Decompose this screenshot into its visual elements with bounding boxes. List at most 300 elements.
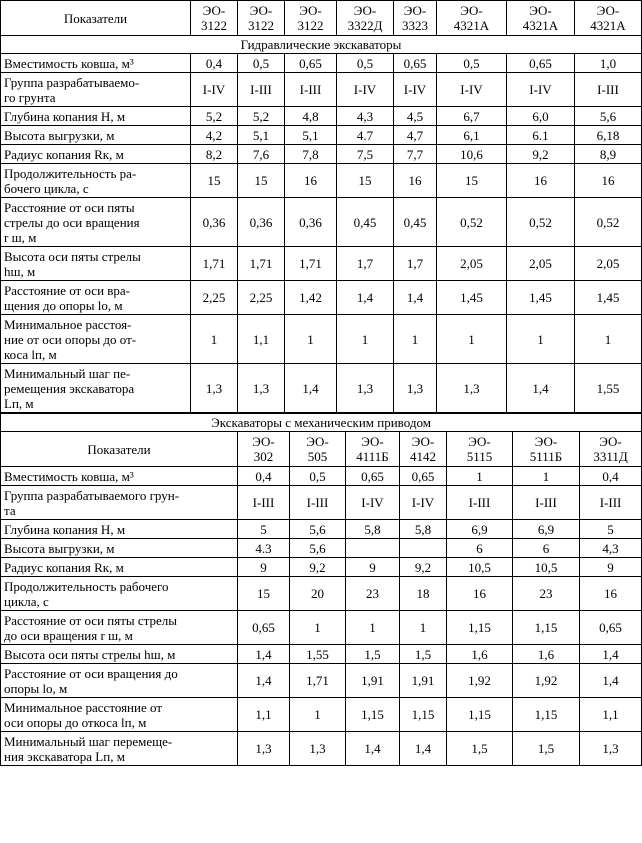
value-cell: 1,71 — [238, 247, 285, 281]
cell-text-line: Группа разрабатываемо- — [4, 74, 140, 90]
value-cell: 0,5 — [290, 467, 346, 486]
value-cell: 1,71 — [191, 247, 238, 281]
value-cell: 1,6 — [513, 645, 580, 664]
cell-text-line: 5111Б — [529, 449, 563, 464]
value-cell: 15 — [238, 164, 285, 198]
value-cell: 6.1 — [507, 126, 575, 145]
value-cell: 0,52 — [575, 198, 642, 247]
row-label-cell — [1, 467, 238, 486]
cell-text-line: ЭО- — [249, 3, 273, 18]
value-cell: 5,2 — [191, 107, 238, 126]
row-label-cell — [1, 198, 191, 247]
value-cell: 16 — [447, 577, 513, 611]
cell-text-line: ЭО- — [460, 3, 483, 18]
value-cell: 15 — [238, 577, 290, 611]
value-cell: 4,3 — [337, 107, 394, 126]
value-cell: 5,6 — [290, 539, 346, 558]
value-cell: 1,4 — [400, 732, 447, 766]
value-cell: 4.7 — [337, 126, 394, 145]
value-cell: 16 — [580, 577, 642, 611]
value-cell: 5 — [580, 520, 642, 539]
cell-text-line: Минимальное расстояние от — [4, 699, 162, 715]
row-label-cell — [1, 145, 191, 164]
header-row — [1, 432, 642, 467]
value-cell: 1,3 — [437, 364, 507, 413]
value-cell: 1,3 — [337, 364, 394, 413]
model-header-cell — [400, 432, 447, 467]
cell-text-line: Радиус копания Rк, м — [4, 146, 124, 162]
value-cell: 0,4 — [191, 54, 238, 73]
section-title-row — [1, 414, 642, 432]
table-row — [1, 315, 642, 364]
value-cell — [400, 539, 447, 558]
value-cell: 10,5 — [513, 558, 580, 577]
model-header-cell — [346, 432, 400, 467]
value-cell: I-III — [238, 73, 285, 107]
cell-text-line: 3322Д — [347, 18, 383, 33]
value-cell: 1 — [337, 315, 394, 364]
value-cell: 5,2 — [238, 107, 285, 126]
cell-text-line: Lп, м — [4, 395, 34, 411]
value-cell: 0,65 — [580, 611, 642, 645]
model-header-cell — [437, 1, 507, 36]
value-cell: 1,4 — [580, 645, 642, 664]
value-cell: 9 — [580, 558, 642, 577]
value-cell: 1 — [447, 467, 513, 486]
cell-text-line: Расстояние от оси вращения до — [4, 665, 178, 681]
row-label-cell — [1, 520, 238, 539]
cell-text-line: щения до опоры lо, м — [4, 297, 123, 313]
cell-text-line: Расстояние от оси пяты стрелы — [4, 612, 177, 628]
table-row — [1, 126, 642, 145]
section-title-row — [1, 36, 642, 54]
value-cell: 6,1 — [437, 126, 507, 145]
header-label-cell: Показатели — [1, 1, 191, 36]
cell-text-line: ние от оси опоры до от- — [4, 331, 137, 347]
cell-text-line: го грунта — [4, 89, 56, 105]
row-label-cell — [1, 732, 238, 766]
model-header-cell — [447, 432, 513, 467]
cell-text-line: 3323 — [402, 18, 428, 33]
value-cell: 0,65 — [507, 54, 575, 73]
row-label-cell — [1, 247, 191, 281]
cell-text-line: ЭО- — [529, 3, 552, 18]
value-cell: I-IV — [394, 73, 437, 107]
value-cell: 4,7 — [394, 126, 437, 145]
value-cell: 1,3 — [191, 364, 238, 413]
table-row — [1, 54, 642, 73]
cell-text-line: Расстояние от оси вра- — [4, 282, 131, 298]
value-cell: 1,15 — [447, 611, 513, 645]
model-header-cell — [191, 1, 238, 36]
table-row — [1, 145, 642, 164]
value-cell: 0,4 — [238, 467, 290, 486]
value-cell: 1,15 — [400, 698, 447, 732]
value-cell: 1 — [191, 315, 238, 364]
cell-text-line: Глубина копания H, м — [4, 521, 126, 537]
value-cell: 0,5 — [437, 54, 507, 73]
value-cell: I-III — [575, 73, 642, 107]
cell-text-line: 5115 — [466, 449, 493, 464]
mechanical-table — [0, 413, 642, 766]
cell-text-line: ния экскаватора Lп, м — [4, 748, 125, 764]
value-cell: 1,4 — [507, 364, 575, 413]
value-cell: 1 — [285, 315, 337, 364]
value-cell: 1 — [513, 467, 580, 486]
value-cell: 2,05 — [437, 247, 507, 281]
value-cell: 0,45 — [337, 198, 394, 247]
cell-text-line: цикла, с — [4, 593, 49, 609]
value-cell: I-III — [513, 486, 580, 520]
cell-text-line: ЭО- — [599, 434, 622, 449]
row-label-cell — [1, 364, 191, 413]
value-cell: 1,42 — [285, 281, 337, 315]
value-cell: 6,7 — [437, 107, 507, 126]
value-cell: 5,6 — [290, 520, 346, 539]
value-cell: 6,9 — [447, 520, 513, 539]
value-cell: 1 — [400, 611, 447, 645]
value-cell: 1,71 — [285, 247, 337, 281]
value-cell: 1,5 — [346, 645, 400, 664]
value-cell: 23 — [513, 577, 580, 611]
value-cell: 7,5 — [337, 145, 394, 164]
value-cell: I-IV — [337, 73, 394, 107]
value-cell: 1,45 — [575, 281, 642, 315]
value-cell: 1,1 — [238, 315, 285, 364]
value-cell: 9 — [238, 558, 290, 577]
section-title: Экскаваторы с механическим приводом — [1, 414, 642, 432]
cell-text-line: 505 — [307, 449, 328, 464]
value-cell: 1,3 — [238, 732, 290, 766]
table-row — [1, 247, 642, 281]
cell-text-line: 3311Д — [593, 449, 628, 464]
cell-text-line: ЭО- — [299, 3, 322, 18]
row-label-cell — [1, 126, 191, 145]
value-cell: 1 — [575, 315, 642, 364]
table-row — [1, 558, 642, 577]
cell-text-line: ЭО- — [306, 434, 329, 449]
cell-text-line: Вместимость ковша, м³ — [4, 55, 134, 71]
value-cell: 10,6 — [437, 145, 507, 164]
cell-text-line: бочего цикла, с — [4, 180, 89, 196]
cell-text-line: hш, м — [4, 263, 36, 279]
cell-text-line: опоры lо, м — [4, 680, 68, 696]
table-row — [1, 107, 642, 126]
value-cell: 1,4 — [580, 664, 642, 698]
value-cell: 9,2 — [507, 145, 575, 164]
value-cell: 8,9 — [575, 145, 642, 164]
model-header-cell — [285, 1, 337, 36]
value-cell: 1,4 — [238, 664, 290, 698]
model-header-cell — [290, 432, 346, 467]
value-cell: 0,65 — [285, 54, 337, 73]
value-cell: 0,65 — [394, 54, 437, 73]
table-row — [1, 645, 642, 664]
value-cell: 0,52 — [437, 198, 507, 247]
value-cell: 4,5 — [394, 107, 437, 126]
model-header-cell — [337, 1, 394, 36]
value-cell: 0,45 — [394, 198, 437, 247]
value-cell: 1,1 — [238, 698, 290, 732]
table-row — [1, 73, 642, 107]
value-cell: 1,4 — [285, 364, 337, 413]
value-cell: 4,2 — [191, 126, 238, 145]
value-cell: 8,2 — [191, 145, 238, 164]
value-cell: 1,15 — [513, 611, 580, 645]
value-cell: 1,71 — [290, 664, 346, 698]
value-cell: 1,7 — [394, 247, 437, 281]
table-row — [1, 364, 642, 413]
table-row — [1, 281, 642, 315]
value-cell: 4,8 — [285, 107, 337, 126]
row-label-cell — [1, 315, 191, 364]
cell-text-line: ЭО- — [252, 434, 275, 449]
cell-text-line: ЭО- — [534, 434, 558, 449]
row-label-cell — [1, 539, 238, 558]
value-cell: 9 — [346, 558, 400, 577]
table-row — [1, 732, 642, 766]
hydraulic-table — [0, 0, 642, 413]
value-cell: 1,55 — [575, 364, 642, 413]
row-label-cell — [1, 645, 238, 664]
table-row — [1, 539, 642, 558]
value-cell: 2,25 — [238, 281, 285, 315]
value-cell: 7,8 — [285, 145, 337, 164]
value-cell: 1 — [290, 611, 346, 645]
value-cell: 16 — [285, 164, 337, 198]
row-label-cell — [1, 486, 238, 520]
cell-text-line: Группа разрабатываемого грун- — [4, 487, 180, 503]
cell-text-line: стрелы до оси вращения — [4, 214, 140, 230]
cell-text-line: Минимальный шаг пе- — [4, 365, 131, 381]
value-cell: 4.3 — [238, 539, 290, 558]
cell-text-line: 3122 — [201, 18, 227, 33]
value-cell: 1,4 — [337, 281, 394, 315]
value-cell: 1,45 — [437, 281, 507, 315]
value-cell: 16 — [507, 164, 575, 198]
value-cell: 6,18 — [575, 126, 642, 145]
value-cell: 1,4 — [238, 645, 290, 664]
value-cell: 16 — [394, 164, 437, 198]
value-cell: 15 — [337, 164, 394, 198]
value-cell: 0,5 — [238, 54, 285, 73]
table-row — [1, 698, 642, 732]
cell-text-line: 4321А — [453, 18, 490, 33]
cell-text-line: Высота оси пяты стрелы hш, м — [4, 646, 176, 662]
table-row — [1, 486, 642, 520]
value-cell: 1,5 — [447, 732, 513, 766]
value-cell: 0,36 — [285, 198, 337, 247]
value-cell: I-IV — [346, 486, 400, 520]
cell-text-line: Минимальный шаг перемеще- — [4, 733, 173, 749]
value-cell: 7,7 — [394, 145, 437, 164]
value-cell: I-III — [238, 486, 290, 520]
model-header-cell — [507, 1, 575, 36]
value-cell: 1,3 — [290, 732, 346, 766]
cell-text-line: Глубина копания H, м — [4, 108, 126, 124]
value-cell: 2,05 — [507, 247, 575, 281]
value-cell: 5,8 — [400, 520, 447, 539]
model-header-cell — [238, 432, 290, 467]
value-cell: 6 — [447, 539, 513, 558]
value-cell: 5,1 — [285, 126, 337, 145]
value-cell: 1,45 — [507, 281, 575, 315]
value-cell: 2,05 — [575, 247, 642, 281]
section-title: Гидравлические экскаваторы — [1, 36, 642, 54]
model-header-cell — [394, 1, 437, 36]
value-cell: 5,1 — [238, 126, 285, 145]
model-header-cell — [513, 432, 580, 467]
cell-text-line: Высота выгрузки, м — [4, 540, 115, 556]
value-cell: 16 — [575, 164, 642, 198]
value-cell: 4,3 — [580, 539, 642, 558]
cell-text-line: ремещения экскаватора — [4, 380, 135, 396]
value-cell: I-III — [447, 486, 513, 520]
table-row — [1, 164, 642, 198]
value-cell: 1,5 — [513, 732, 580, 766]
value-cell: 10,5 — [447, 558, 513, 577]
value-cell: 1,55 — [290, 645, 346, 664]
value-cell: 1 — [346, 611, 400, 645]
cell-text-line: Высота оси пяты стрелы — [4, 248, 141, 264]
cell-text-line: ЭО- — [411, 434, 435, 449]
table-row — [1, 467, 642, 486]
row-label-cell — [1, 281, 191, 315]
value-cell: 0,4 — [580, 467, 642, 486]
value-cell: 6 — [513, 539, 580, 558]
table-row — [1, 520, 642, 539]
value-cell: 0,65 — [238, 611, 290, 645]
value-cell: 6,9 — [513, 520, 580, 539]
value-cell: 1,1 — [580, 698, 642, 732]
value-cell: 5,8 — [346, 520, 400, 539]
value-cell: 1 — [394, 315, 437, 364]
model-header-cell — [575, 1, 642, 36]
value-cell: 0,52 — [507, 198, 575, 247]
value-cell: I-III — [580, 486, 642, 520]
value-cell: 7,6 — [238, 145, 285, 164]
value-cell: 15 — [191, 164, 238, 198]
value-cell: 15 — [437, 164, 507, 198]
cell-text-line: Продолжительность ра- — [4, 165, 137, 181]
value-cell: 6,0 — [507, 107, 575, 126]
table-row — [1, 577, 642, 611]
cell-text-line: 4142 — [410, 449, 436, 464]
cell-text-line: ЭО- — [403, 3, 427, 18]
value-cell: 1 — [437, 315, 507, 364]
value-cell: I-III — [285, 73, 337, 107]
cell-text-line: Радиус копания Rк, м — [4, 559, 124, 575]
value-cell: 1,3 — [394, 364, 437, 413]
cell-text-line: 4111Б — [356, 449, 389, 464]
value-cell: 1,3 — [580, 732, 642, 766]
value-cell: 18 — [400, 577, 447, 611]
value-cell: 1,0 — [575, 54, 642, 73]
cell-text-line: до оси вращения r ш, м — [4, 627, 133, 643]
cell-text-line: 3122 — [248, 18, 274, 33]
cell-text-line: 3122 — [297, 18, 324, 33]
value-cell: 9,2 — [400, 558, 447, 577]
row-label-cell — [1, 664, 238, 698]
cell-text-line: ЭО- — [361, 434, 384, 449]
row-label-cell — [1, 558, 238, 577]
table-row — [1, 664, 642, 698]
value-cell: 1,4 — [394, 281, 437, 315]
value-cell: 1 — [290, 698, 346, 732]
value-cell: 1,92 — [513, 664, 580, 698]
model-header-cell — [580, 432, 642, 467]
value-cell: 1,92 — [447, 664, 513, 698]
cell-text-line: оси опоры до откоса lп, м — [4, 714, 147, 730]
cell-text-line: 302 — [253, 449, 274, 464]
cell-text-line: Расстояние от оси пяты — [4, 199, 135, 215]
value-cell: 0,65 — [346, 467, 400, 486]
row-label-cell — [1, 577, 238, 611]
cell-text-line: ЭО- — [202, 3, 226, 18]
value-cell: 23 — [346, 577, 400, 611]
row-label-cell — [1, 107, 191, 126]
row-label-cell — [1, 698, 238, 732]
value-cell: 1,7 — [337, 247, 394, 281]
value-cell: 1,15 — [346, 698, 400, 732]
model-header-cell — [238, 1, 285, 36]
row-label-cell — [1, 611, 238, 645]
cell-text-line: коса lп, м — [4, 346, 57, 362]
value-cell: 20 — [290, 577, 346, 611]
cell-text-line: Высота выгрузки, м — [4, 127, 115, 143]
header-label-cell: Показатели — [1, 432, 238, 467]
cell-text-line: 4321А — [590, 18, 626, 33]
row-label-cell — [1, 54, 191, 73]
value-cell: 0,36 — [191, 198, 238, 247]
value-cell: 0,36 — [238, 198, 285, 247]
value-cell: 0,5 — [337, 54, 394, 73]
value-cell: I-IV — [400, 486, 447, 520]
value-cell: 1,6 — [447, 645, 513, 664]
row-label-cell — [1, 164, 191, 198]
table-row — [1, 611, 642, 645]
value-cell: 0,65 — [400, 467, 447, 486]
value-cell: I-IV — [191, 73, 238, 107]
cell-text-line: ЭО- — [468, 434, 491, 449]
value-cell: 2,25 — [191, 281, 238, 315]
value-cell: 1,91 — [346, 664, 400, 698]
cell-text-line: Минимальное расстоя- — [4, 316, 132, 332]
row-label-cell — [1, 73, 191, 107]
cell-text-line: та — [4, 502, 16, 518]
value-cell: 1 — [507, 315, 575, 364]
cell-text-line: Продолжительность рабочего — [4, 578, 169, 594]
value-cell: 5,6 — [575, 107, 642, 126]
value-cell: 1,5 — [400, 645, 447, 664]
value-cell: 9,2 — [290, 558, 346, 577]
value-cell — [346, 539, 400, 558]
header-row — [1, 1, 642, 36]
value-cell: 1,15 — [513, 698, 580, 732]
value-cell: I-III — [290, 486, 346, 520]
value-cell: I-IV — [507, 73, 575, 107]
cell-text-line: Вместимость ковша, м³ — [4, 468, 134, 484]
cell-text-line: 4321А — [522, 18, 559, 33]
value-cell: 1,15 — [447, 698, 513, 732]
value-cell: 1,3 — [238, 364, 285, 413]
cell-text-line: ЭО- — [353, 3, 377, 18]
cell-text-line: r ш, м — [4, 229, 37, 245]
value-cell: 1,4 — [346, 732, 400, 766]
cell-text-line: ЭО- — [596, 3, 620, 18]
value-cell: 1,91 — [400, 664, 447, 698]
table-row — [1, 198, 642, 247]
